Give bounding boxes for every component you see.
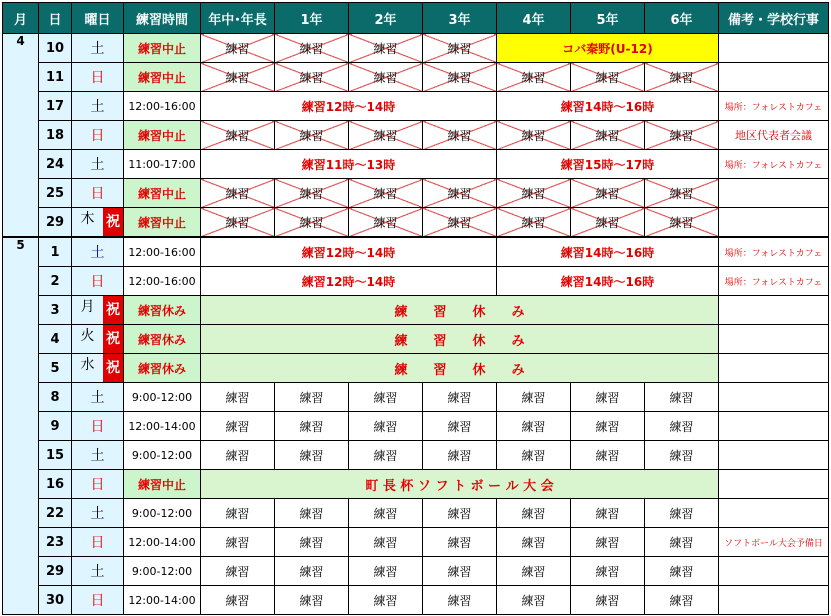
practice-cell: 練習: [645, 557, 719, 586]
weekday-cell: 土: [72, 383, 124, 412]
note-cell: 場所：フォレストカフェ: [719, 267, 829, 296]
rest-day-cell: 練 習 休 み: [201, 354, 719, 383]
practice-cell: 練習: [497, 499, 571, 528]
practice-cell: 練習: [497, 557, 571, 586]
practice-cell: 練習: [497, 383, 571, 412]
note-cell: [719, 63, 829, 92]
time-cell: 12:00-14:00: [124, 528, 201, 557]
practice-cell: 練習: [201, 557, 275, 586]
header-month: 月: [3, 3, 39, 34]
month-cell-may: 5: [3, 237, 39, 615]
day-cell: 23: [39, 528, 72, 557]
table-row: [3, 470, 829, 499]
weekday-cell: 日: [72, 586, 124, 615]
note-cell: [719, 557, 829, 586]
time-cell: 12:00-14:00: [124, 412, 201, 441]
practice-cell-cancelled: 練習: [201, 121, 275, 150]
time-cell: 練習中止: [124, 34, 201, 63]
note-cell: [719, 325, 829, 354]
event-cell: コバ秦野(U-12): [497, 34, 719, 63]
practice-cell-cancelled: 練習: [423, 34, 497, 63]
practice-cell: 練習: [201, 586, 275, 615]
day-cell: 9: [39, 412, 72, 441]
practice-cell: 練習: [349, 557, 423, 586]
practice-cell-cancelled: 練習: [645, 179, 719, 208]
rest-day-cell: 練 習 休 み: [201, 296, 719, 325]
time-cell: 9:00-12:00: [124, 441, 201, 470]
practice-cell: 練習: [201, 441, 275, 470]
table-row: [3, 383, 829, 412]
weekday-cell: 日: [72, 412, 124, 441]
practice-cell: 練習: [571, 528, 645, 557]
practice-cell: 練習: [645, 383, 719, 412]
table-row: [3, 63, 829, 92]
practice-cell-cancelled: 練習: [571, 208, 645, 238]
time-cell: 練習休み: [124, 354, 201, 383]
header-row: [3, 3, 829, 34]
header-grade6: 6年: [645, 3, 719, 34]
practice-cell: 練習: [571, 586, 645, 615]
weekday-cell: [72, 354, 124, 383]
header-day: 日: [39, 3, 72, 34]
rest-day-cell: 練 習 休 み: [201, 325, 719, 354]
day-cell: 24: [39, 150, 72, 179]
practice-cell: 練習: [645, 586, 719, 615]
note-cell: [719, 412, 829, 441]
practice-cell-cancelled: 練習: [275, 34, 349, 63]
weekday-text: 火: [80, 328, 95, 344]
practice-cell: 練習: [571, 557, 645, 586]
note-cell: [719, 470, 829, 499]
note-cell: [719, 383, 829, 412]
time-cell: 12:00-16:00: [124, 267, 201, 296]
time-cell: 練習中止: [124, 208, 201, 238]
practice-cell: 練習: [423, 383, 497, 412]
day-cell: 18: [39, 121, 72, 150]
weekday-text: 月: [80, 299, 95, 315]
practice-cell-cancelled: 練習: [497, 208, 571, 238]
time-cell: 12:00-16:00: [124, 237, 201, 267]
practice-cell: 練習: [497, 441, 571, 470]
note-cell: 場所：フォレストカフェ: [719, 150, 829, 179]
weekday-cell: [72, 208, 124, 238]
time-cell: 練習中止: [124, 179, 201, 208]
time-cell: 練習中止: [124, 121, 201, 150]
practice-cell-cancelled: 練習: [349, 34, 423, 63]
practice-cell: 練習: [423, 586, 497, 615]
time-cell: 練習休み: [124, 296, 201, 325]
practice-cell: 練習: [645, 528, 719, 557]
practice-cell-cancelled: 練習: [201, 63, 275, 92]
practice-cell-cancelled: 練習: [201, 34, 275, 63]
day-cell: 16: [39, 470, 72, 499]
practice-span-cell: 練習12時～14時: [201, 267, 497, 296]
practice-cell: 練習: [423, 499, 497, 528]
day-cell: 17: [39, 92, 72, 121]
practice-cell-cancelled: 練習: [423, 121, 497, 150]
day-cell: 3: [39, 296, 72, 325]
practice-cell: 練習: [349, 412, 423, 441]
practice-span-cell: 練習14時～16時: [497, 92, 719, 121]
practice-cell: 練習: [349, 441, 423, 470]
table-row: [3, 557, 829, 586]
note-cell: [719, 586, 829, 615]
practice-cell-cancelled: 練習: [349, 63, 423, 92]
practice-cell: 練習: [349, 586, 423, 615]
practice-cell: 練習: [201, 383, 275, 412]
note-cell: [719, 34, 829, 63]
practice-cell: 練習: [275, 528, 349, 557]
practice-cell: 練習: [423, 557, 497, 586]
table-row: [3, 179, 829, 208]
day-cell: 29: [39, 208, 72, 238]
day-cell: 30: [39, 586, 72, 615]
header-grade1: 1年: [275, 3, 349, 34]
header-grade5: 5年: [571, 3, 645, 34]
practice-cell-cancelled: 練習: [275, 208, 349, 238]
table-row: [3, 412, 829, 441]
practice-cell: 練習: [201, 412, 275, 441]
time-cell: 練習中止: [124, 470, 201, 499]
table-row: [3, 499, 829, 528]
weekday-cell: [72, 325, 124, 354]
table-row: [3, 441, 829, 470]
practice-cell: 練習: [349, 499, 423, 528]
header-kindergarten: 年中･年長: [201, 3, 275, 34]
practice-span-cell: 練習12時～14時: [201, 237, 497, 267]
tournament-cell: 町 長 杯 ソ フ ト ボ ー ル 大 会: [201, 470, 719, 499]
practice-cell-cancelled: 練習: [645, 121, 719, 150]
note-cell: [719, 441, 829, 470]
table-row: [3, 267, 829, 296]
practice-cell: 練習: [423, 441, 497, 470]
weekday-cell: 日: [72, 179, 124, 208]
note-cell: [719, 208, 829, 238]
weekday-cell: 土: [72, 150, 124, 179]
practice-cell-cancelled: 練習: [645, 208, 719, 238]
time-cell: 9:00-12:00: [124, 499, 201, 528]
practice-cell-cancelled: 練習: [275, 63, 349, 92]
day-cell: 25: [39, 179, 72, 208]
practice-cell-cancelled: 練習: [497, 179, 571, 208]
practice-cell-cancelled: 練習: [571, 121, 645, 150]
weekday-cell: 土: [72, 441, 124, 470]
holiday-badge: 祝: [103, 296, 123, 324]
note-cell: 場所：フォレストカフェ: [719, 237, 829, 267]
time-cell: 9:00-12:00: [124, 383, 201, 412]
practice-cell: 練習: [275, 586, 349, 615]
time-cell: 9:00-12:00: [124, 557, 201, 586]
practice-span-cell: 練習14時～16時: [497, 267, 719, 296]
time-cell: 12:00-16:00: [124, 92, 201, 121]
table-row: [3, 34, 829, 63]
weekday-cell: 日: [72, 63, 124, 92]
note-cell: 場所：フォレストカフェ: [719, 92, 829, 121]
day-cell: 10: [39, 34, 72, 63]
practice-cell: 練習: [275, 412, 349, 441]
practice-cell-cancelled: 練習: [275, 179, 349, 208]
weekday-cell: 日: [72, 267, 124, 296]
practice-cell-cancelled: 練習: [201, 208, 275, 238]
day-cell: 11: [39, 63, 72, 92]
practice-cell: 練習: [571, 412, 645, 441]
practice-cell: 練習: [201, 528, 275, 557]
practice-span-cell: 練習12時～14時: [201, 92, 497, 121]
note-cell: 地区代表者会議: [719, 121, 829, 150]
practice-cell: 練習: [571, 383, 645, 412]
practice-schedule-table: [2, 2, 829, 615]
table-row: [3, 237, 829, 267]
practice-cell-cancelled: 練習: [497, 121, 571, 150]
practice-cell: 練習: [349, 528, 423, 557]
practice-cell: 練習: [349, 383, 423, 412]
day-cell: 2: [39, 267, 72, 296]
time-cell: 11:00-17:00: [124, 150, 201, 179]
practice-cell: 練習: [497, 586, 571, 615]
weekday-cell: 土: [72, 237, 124, 267]
table-row: [3, 354, 829, 383]
practice-cell: 練習: [275, 557, 349, 586]
practice-cell: 練習: [497, 412, 571, 441]
note-cell: [719, 499, 829, 528]
practice-cell: 練習: [423, 528, 497, 557]
weekday-cell: 土: [72, 557, 124, 586]
header-grade2: 2年: [349, 3, 423, 34]
note-cell: [719, 179, 829, 208]
table-row: [3, 92, 829, 121]
practice-span-cell: 練習15時～17時: [497, 150, 719, 179]
weekday-cell: 土: [72, 92, 124, 121]
day-cell: 15: [39, 441, 72, 470]
weekday-cell: 土: [72, 499, 124, 528]
table-row: [3, 296, 829, 325]
weekday-cell: 日: [72, 528, 124, 557]
practice-cell-cancelled: 練習: [423, 179, 497, 208]
weekday-cell: 土: [72, 34, 124, 63]
holiday-badge: 祝: [103, 208, 123, 236]
weekday-text: 木: [80, 211, 95, 227]
practice-cell: 練習: [497, 528, 571, 557]
weekday-text: 水: [80, 357, 95, 373]
header-time: 練習時間: [124, 3, 201, 34]
weekday-cell: 日: [72, 121, 124, 150]
practice-cell: 練習: [571, 499, 645, 528]
header-grade4: 4年: [497, 3, 571, 34]
day-cell: 8: [39, 383, 72, 412]
holiday-badge: 祝: [103, 354, 123, 382]
month-cell-april: 4: [3, 34, 39, 238]
practice-cell: 練習: [645, 412, 719, 441]
practice-cell-cancelled: 練習: [349, 208, 423, 238]
header-weekday: 曜日: [72, 3, 124, 34]
table-row: [3, 150, 829, 179]
practice-cell: 練習: [201, 499, 275, 528]
header-grade3: 3年: [423, 3, 497, 34]
time-cell: 12:00-14:00: [124, 586, 201, 615]
day-cell: 5: [39, 354, 72, 383]
header-notes: 備考・学校行事: [719, 3, 829, 34]
practice-cell-cancelled: 練習: [497, 63, 571, 92]
practice-cell-cancelled: 練習: [201, 179, 275, 208]
practice-cell: 練習: [275, 383, 349, 412]
practice-cell: 練習: [645, 441, 719, 470]
practice-cell: 練習: [275, 441, 349, 470]
day-cell: 1: [39, 237, 72, 267]
table-row: [3, 528, 829, 557]
weekday-cell: 日: [72, 470, 124, 499]
table-row: [3, 586, 829, 615]
practice-cell: 練習: [645, 499, 719, 528]
practice-cell-cancelled: 練習: [349, 121, 423, 150]
time-cell: 練習休み: [124, 325, 201, 354]
day-cell: 4: [39, 325, 72, 354]
practice-cell: 練習: [275, 499, 349, 528]
day-cell: 29: [39, 557, 72, 586]
practice-cell-cancelled: 練習: [645, 63, 719, 92]
practice-cell-cancelled: 練習: [349, 179, 423, 208]
note-cell: [719, 354, 829, 383]
note-cell: ソフトボール大会予備日: [719, 528, 829, 557]
practice-cell-cancelled: 練習: [423, 208, 497, 238]
day-cell: 22: [39, 499, 72, 528]
practice-cell-cancelled: 練習: [571, 63, 645, 92]
practice-cell: 練習: [571, 441, 645, 470]
table-row: [3, 121, 829, 150]
note-cell: [719, 296, 829, 325]
holiday-badge: 祝: [103, 325, 123, 353]
table-row: [3, 325, 829, 354]
weekday-cell: [72, 296, 124, 325]
practice-cell-cancelled: 練習: [423, 63, 497, 92]
table-row: [3, 208, 829, 238]
practice-cell: 練習: [423, 412, 497, 441]
practice-span-cell: 練習14時～16時: [497, 237, 719, 267]
practice-cell-cancelled: 練習: [571, 179, 645, 208]
practice-span-cell: 練習11時～13時: [201, 150, 497, 179]
time-cell: 練習中止: [124, 63, 201, 92]
practice-cell-cancelled: 練習: [275, 121, 349, 150]
